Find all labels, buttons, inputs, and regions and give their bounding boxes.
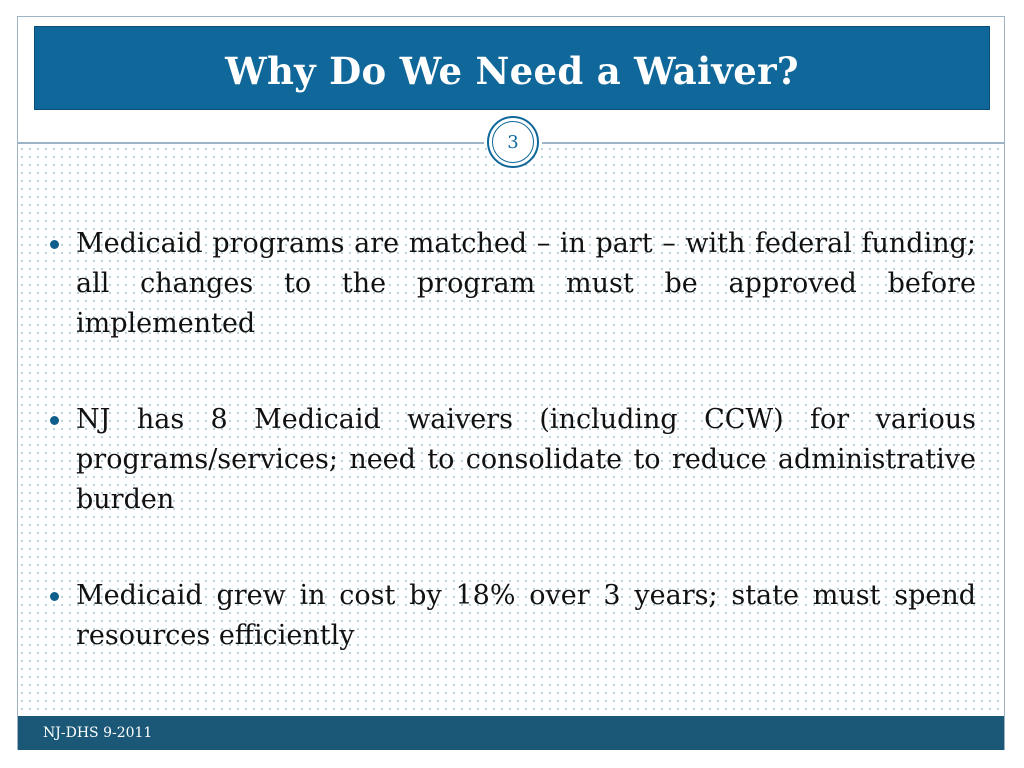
bullet-dot-icon — [50, 592, 59, 601]
bullet-item — [44, 400, 976, 520]
bullet-item — [44, 576, 976, 656]
bullet-dot-icon — [50, 416, 59, 425]
divider-left — [18, 142, 484, 144]
slide-title: Why Do We Need a Waiver? — [225, 49, 799, 93]
bullet-dot-icon — [50, 240, 59, 249]
title-bar — [34, 26, 990, 110]
bullet-text: Medicaid grew in cost by 18% over 3 years; state must spend resources efficiently — [76, 580, 976, 651]
bullet-item — [44, 224, 976, 344]
bullet-text: NJ has 8 Medicaid waivers (including CCW) for various programs/services; need to consolidate to reduce administrative burden — [76, 404, 976, 515]
bullet-text: Medicaid programs are matched – in part – with federal funding; all changes to the program must be approved before implemented — [76, 228, 976, 339]
page-number: 3 — [492, 121, 534, 163]
bullet-list — [44, 224, 976, 712]
footer-bar — [18, 716, 1004, 750]
divider-right — [542, 142, 1004, 144]
page-number-badge — [487, 116, 539, 168]
footer-text: NJ-DHS 9-2011 — [43, 725, 153, 741]
